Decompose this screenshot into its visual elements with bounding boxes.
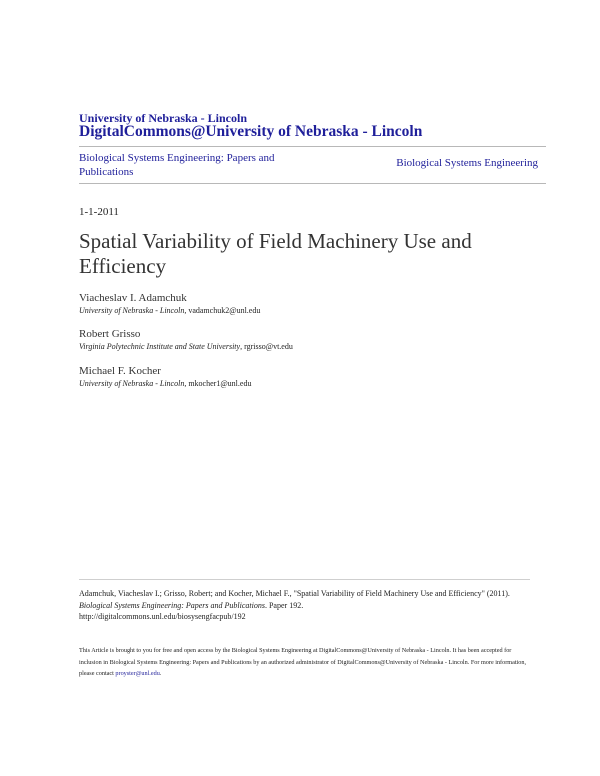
author-email[interactable]: , rgrisso@vt.edu bbox=[240, 342, 293, 351]
author-affiliation-3 bbox=[79, 378, 251, 389]
publication-date: 1-1-2011 bbox=[79, 206, 119, 218]
affiliation-text: University of Nebraska - Lincoln bbox=[79, 306, 185, 315]
contact-email-link[interactable]: proyster@unl.edu bbox=[115, 670, 160, 677]
citation-journal: Biological Systems Engineering: Papers and Publications bbox=[79, 600, 265, 610]
citation-text: Adamchuk, Viacheslav I.; Grisso, Robert; and Kocher, Michael F., "Spatial Variability of Field Machinery Use and Efficiency" (2011). bbox=[79, 589, 510, 598]
institution-link[interactable]: University of Nebraska - Lincoln bbox=[79, 111, 247, 125]
author-email[interactable]: , vadamchuk2@unl.edu bbox=[184, 306, 261, 315]
author-name-1: Viacheslav I. Adamchuk bbox=[79, 292, 187, 304]
author-affiliation-1 bbox=[79, 305, 260, 316]
citation-paper: . Paper 192. bbox=[264, 600, 304, 610]
collection-bar bbox=[79, 146, 546, 184]
series-link[interactable]: Biological Systems Engineering: Papers and Publications bbox=[79, 152, 275, 178]
affiliation-text: University of Nebraska - Lincoln bbox=[79, 379, 185, 388]
repository-link[interactable]: DigitalCommons@University of Nebraska - Lincoln bbox=[79, 123, 423, 140]
access-notice bbox=[79, 645, 534, 680]
article-title: Spatial Variability of Field Machinery Use and Efficiency bbox=[79, 229, 472, 278]
author-email[interactable]: , mkocher1@unl.edu bbox=[184, 379, 252, 388]
notice-end: . bbox=[159, 670, 162, 677]
notice-text: This Article is brought to you for free and open access by the Biological Systems Engineering at DigitalCommons@University of Nebraska - Lincoln. It has been accepted for inclusion in Biological Systems Engineering: Papers and Publications by an authorized administrator of DigitalCommons@University of Nebraska - Lincoln. For more information, please contact bbox=[79, 647, 526, 677]
author-name-3: Michael F. Kocher bbox=[79, 365, 161, 377]
citation-url[interactable]: http://digitalcommons.unl.edu/biosysengfacpub/192 bbox=[79, 612, 246, 621]
affiliation-text: Virginia Polytechnic Institute and State University bbox=[79, 342, 241, 351]
citation bbox=[79, 588, 539, 623]
citation-divider bbox=[79, 579, 530, 580]
author-name-2: Robert Grisso bbox=[79, 328, 141, 340]
author-affiliation-2 bbox=[79, 341, 293, 352]
department-link[interactable]: Biological Systems Engineering bbox=[396, 157, 538, 169]
